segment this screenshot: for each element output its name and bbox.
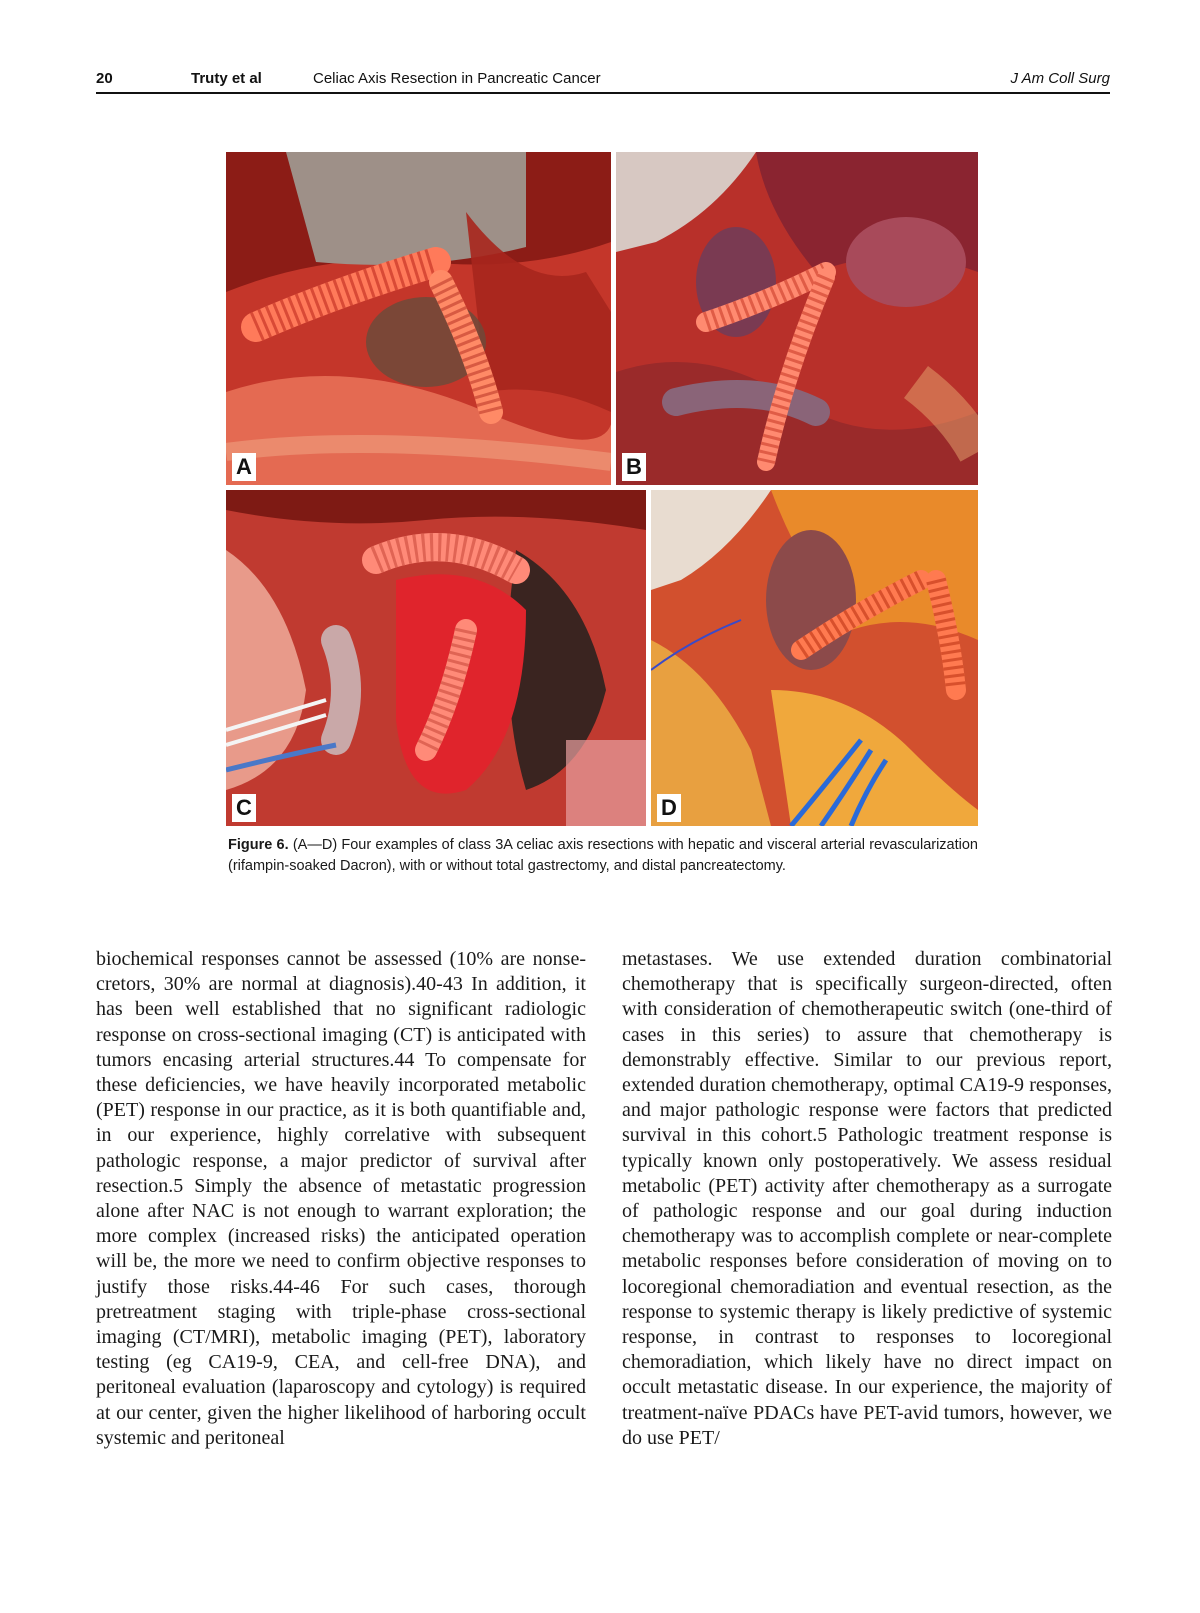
figure-panel-c	[226, 490, 646, 826]
figure-caption-text: (A—D) Four examples of class 3A celiac axis resections with hepatic and visceral arterial revascularization (rifampin-soaked Dacron), with or without total gastrectomy, and distal pancreatectomy.	[228, 837, 978, 874]
running-title: Celiac Axis Resection in Pancreatic Cancer	[313, 70, 601, 87]
body-paragraph-right: metastases. We use extended duration combinatorial chemotherapy that is specifically surgeon-directed, often with consideration of chemotherapeutic switch (one-third of cases in this series) to assure that chemotherapy is demonstrably effective. Similar to our previous report, extended duration chemotherapy, optimal CA19-9 responses, and major pathologic response were factors that predicted survival in this cohort.5 Pathologic treatment response is typically known only postoperatively. We assess residual metabolic (PET) activity after chemotherapy as a surrogate of pathologic response and our goal during induction chemotherapy was to accomplish complete or near-complete metabolic responses before consideration of moving on to locoregional chemoradiation and eventual resection, as the response to systemic therapy is likely predictive of systemic response, in contrast to responses to locoregional chemoradiation, which likely have no direct impact on occult metastatic disease. In our experience, the majority of treatment-naïve PDACs have PET-avid tumors, however, we do use PET/	[622, 948, 1112, 1449]
journal-name: J Am Coll Surg	[1010, 70, 1110, 87]
surgical-photo-b	[616, 152, 978, 485]
figure-panel-d	[651, 490, 978, 826]
panel-label-c: C	[232, 794, 256, 822]
figure-panel-a	[226, 152, 611, 485]
figure-6	[226, 152, 978, 826]
panel-label-d: D	[657, 794, 681, 822]
figure-caption-label: Figure 6.	[228, 837, 289, 853]
panel-label-b: B	[622, 453, 646, 481]
body-paragraph-left: biochemical responses cannot be assessed (10% are nonsecretors, 30% are normal at diagnosis).40-43 In addition, it has been well established that no significant radiologic response on cross-sectional imaging (CT) is anticipated with tumors encasing arterial structures.44 To compensate for these deficiencies, we have heavily incorporated metabolic (PET) response in our practice, as it is both quantifiable and, in our experience, highly correlative with subsequent pathologic response, a major predictor of survival after resection.5 Simply the absence of metastatic progression alone after NAC is not enough to warrant exploration; the more complex (increased risks) the anticipated operation will be, the more we need to confirm objective responses to justify those risks.44-46 For such cases, thorough pretreatment staging with triple-phase cross-sectional imaging (CT/MRI), metabolic imaging (PET), laboratory testing (eg CA19-9, CEA, and cell-free DNA), and peritoneal evaluation (laparoscopy and cytology) is required at our center, given the higher likelihood of harboring occult systemic and peritoneal	[96, 948, 586, 1449]
figure-panel-b	[616, 152, 978, 485]
body-column-left	[96, 947, 586, 1451]
surgical-photo-d	[651, 490, 978, 826]
surgical-photo-a	[226, 152, 611, 485]
panel-label-a: A	[232, 453, 256, 481]
body-column-right	[622, 947, 1112, 1451]
figure-caption	[228, 835, 978, 877]
running-header	[96, 66, 1110, 94]
running-authors: Truty et al	[191, 70, 262, 87]
surgical-photo-c	[226, 490, 646, 826]
page-number: 20	[96, 70, 113, 87]
